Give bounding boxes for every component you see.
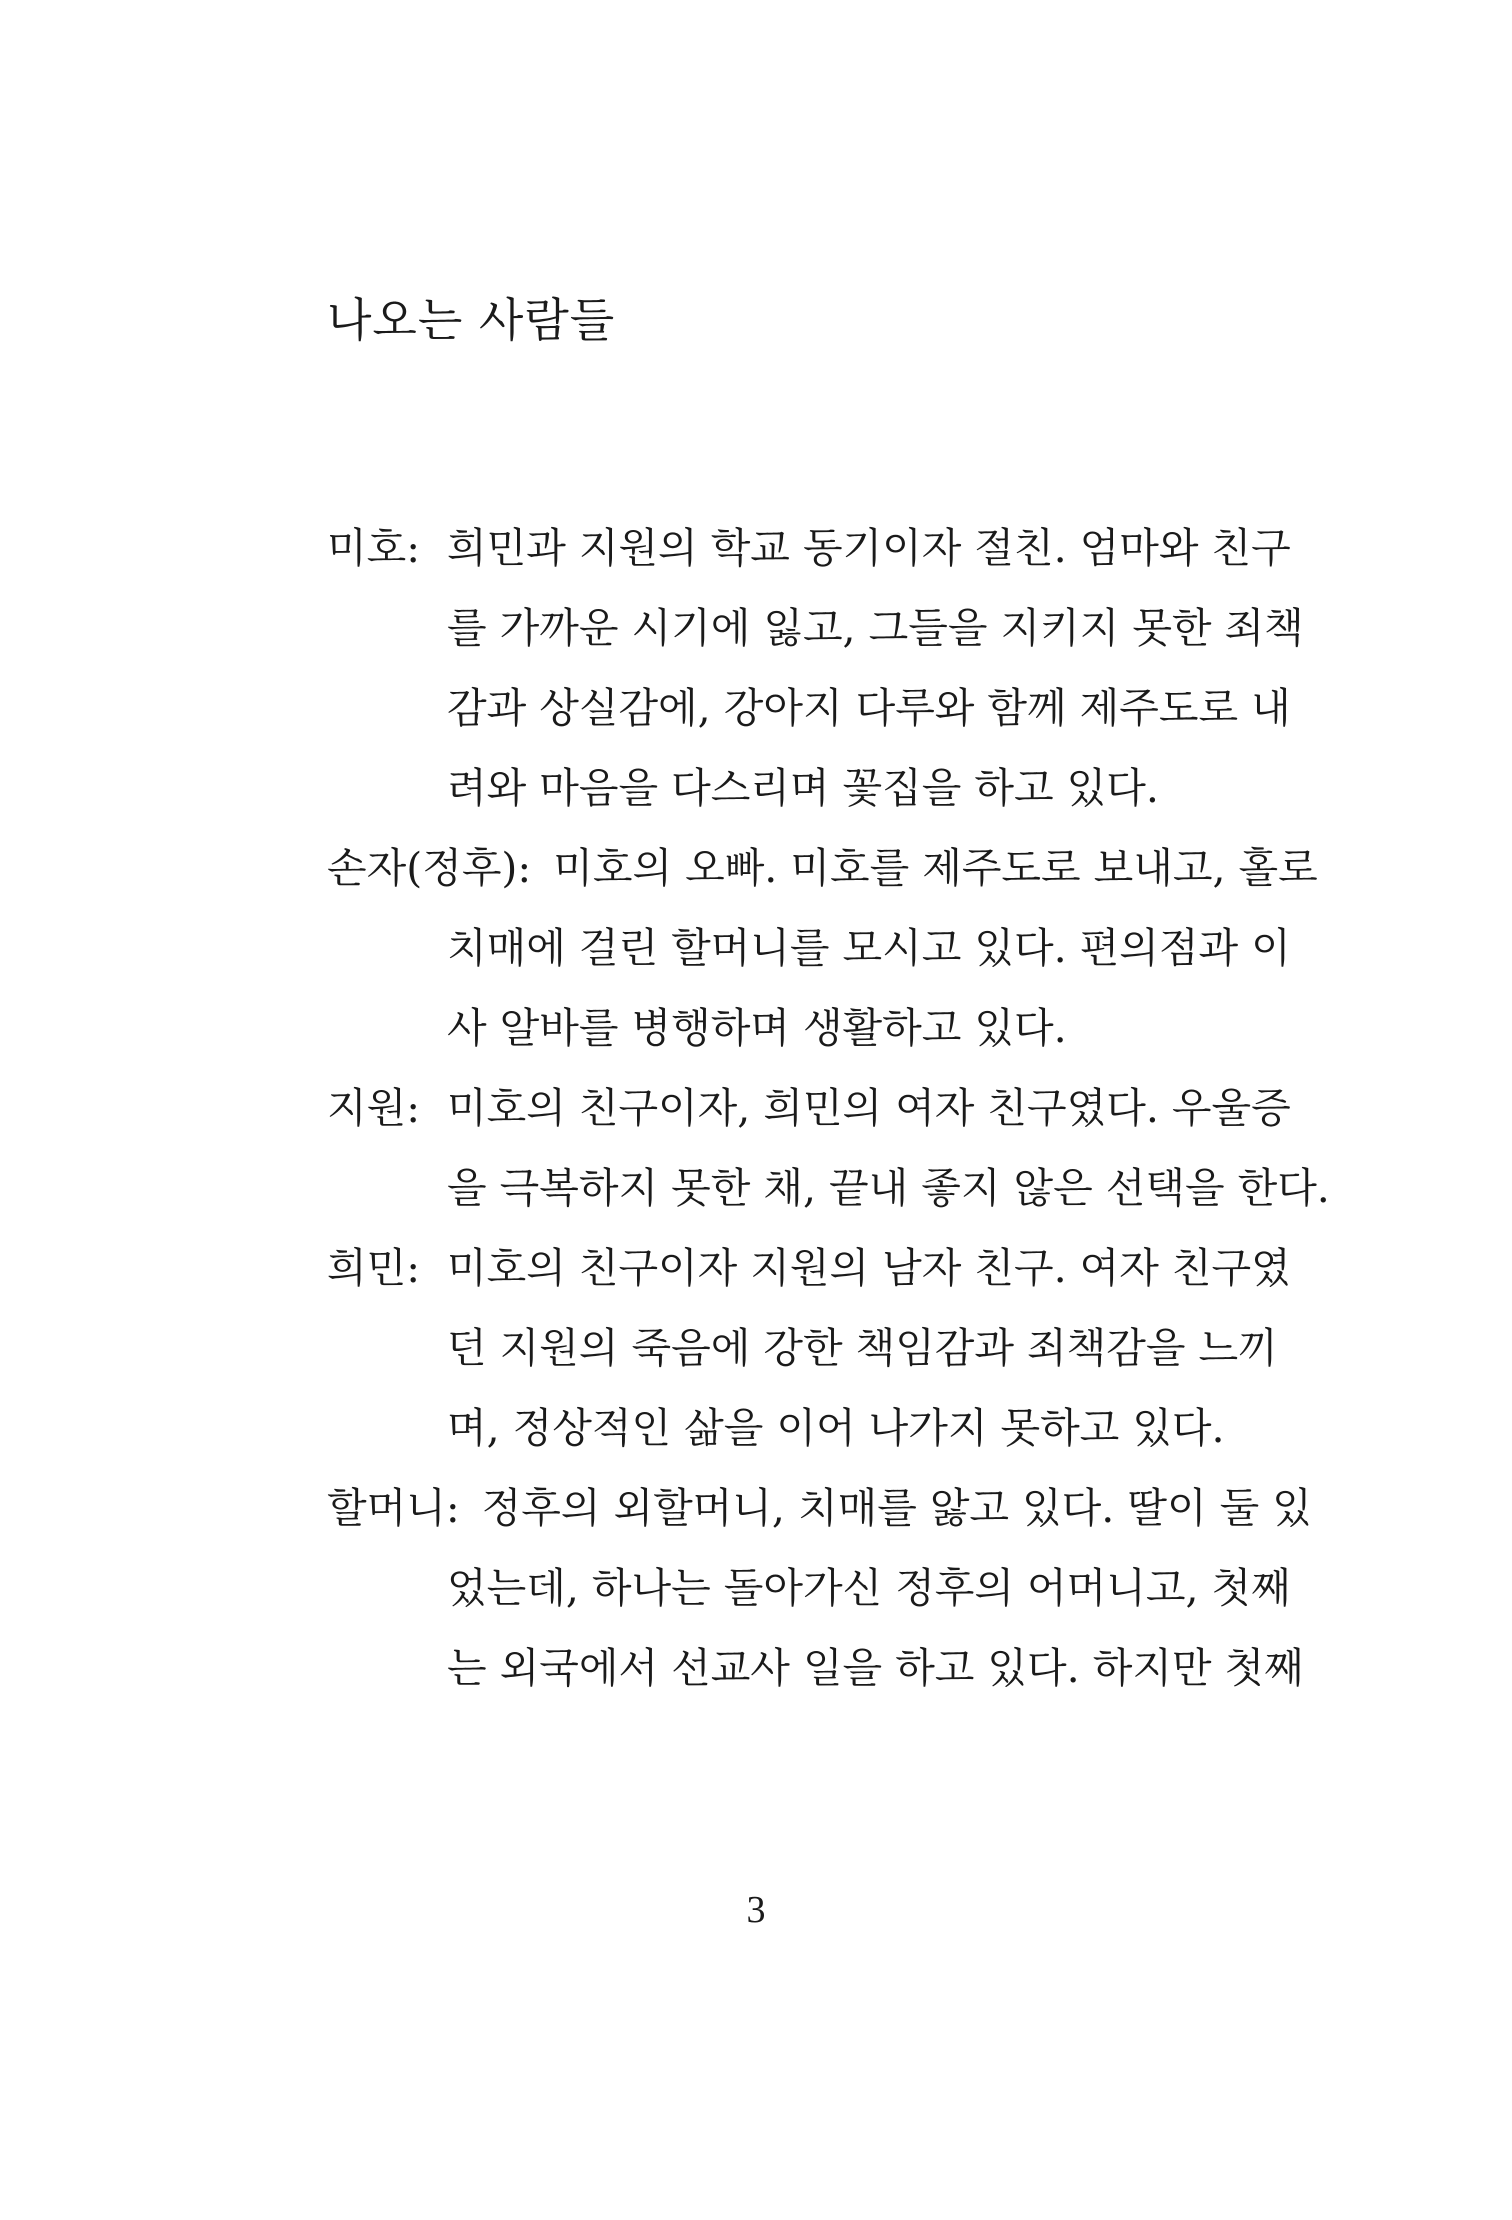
cast-entry-first-line xyxy=(327,1068,1291,1148)
character-name: 미호: xyxy=(327,524,421,572)
description-line: 었는데, 하나는 돌아가신 정후의 어머니고, 첫째 xyxy=(447,1564,1291,1612)
description-line: 미호의 친구이자 지원의 남자 친구. 여자 친구였 xyxy=(447,1244,1291,1292)
cast-entry-jiwon xyxy=(327,1068,1330,1228)
character-name: 희민: xyxy=(327,1244,421,1292)
cast-entry-first-line xyxy=(327,508,1291,588)
character-name: 지원: xyxy=(327,1084,421,1132)
description-line: 미호의 친구이자, 희민의 여자 친구였다. 우울증 xyxy=(447,1084,1291,1132)
cast-entry-grandmother xyxy=(327,1468,1312,1708)
page-title: 나오는 사람들 xyxy=(327,293,616,347)
cast-entry-miho xyxy=(327,508,1304,828)
description-line: 며, 정상적인 삶을 이어 나가지 못하고 있다. xyxy=(447,1404,1225,1452)
character-name: 손자(정후): xyxy=(327,844,532,892)
cast-entry-first-line xyxy=(327,1228,1291,1308)
page-number: 3 xyxy=(746,1889,766,1931)
description-line: 미호의 오빠. 미호를 제주도로 보내고, 홀로 xyxy=(553,844,1318,892)
cast-entry-heemin xyxy=(327,1228,1291,1468)
description-line: 을 극복하지 못한 채, 끝내 좋지 않은 선택을 한다. xyxy=(447,1164,1330,1212)
cast-entry-first-line xyxy=(327,828,1318,908)
character-name: 할머니: xyxy=(327,1484,460,1532)
description-line: 던 지원의 죽음에 강한 책임감과 죄책감을 느끼 xyxy=(447,1324,1278,1372)
description-line: 감과 상실감에, 강아지 다루와 함께 제주도로 내 xyxy=(447,684,1291,732)
description-line: 희민과 지원의 학교 동기이자 절친. 엄마와 친구 xyxy=(447,524,1291,572)
description-line: 치매에 걸린 할머니를 모시고 있다. 편의점과 이 xyxy=(447,924,1291,972)
cast-entry-jeonghu xyxy=(327,828,1318,1068)
cast-list xyxy=(327,508,1330,1708)
description-line: 는 외국에서 선교사 일을 하고 있다. 하지만 첫째 xyxy=(447,1644,1304,1692)
description-line: 정후의 외할머니, 치매를 앓고 있다. 딸이 둘 있 xyxy=(481,1484,1312,1532)
cast-entry-first-line xyxy=(327,1468,1312,1548)
description-line: 를 가까운 시기에 잃고, 그들을 지키지 못한 죄책 xyxy=(447,604,1304,652)
description-line: 려와 마음을 다스리며 꽃집을 하고 있다. xyxy=(447,764,1159,812)
description-line: 사 알바를 병행하며 생활하고 있다. xyxy=(447,1004,1067,1052)
